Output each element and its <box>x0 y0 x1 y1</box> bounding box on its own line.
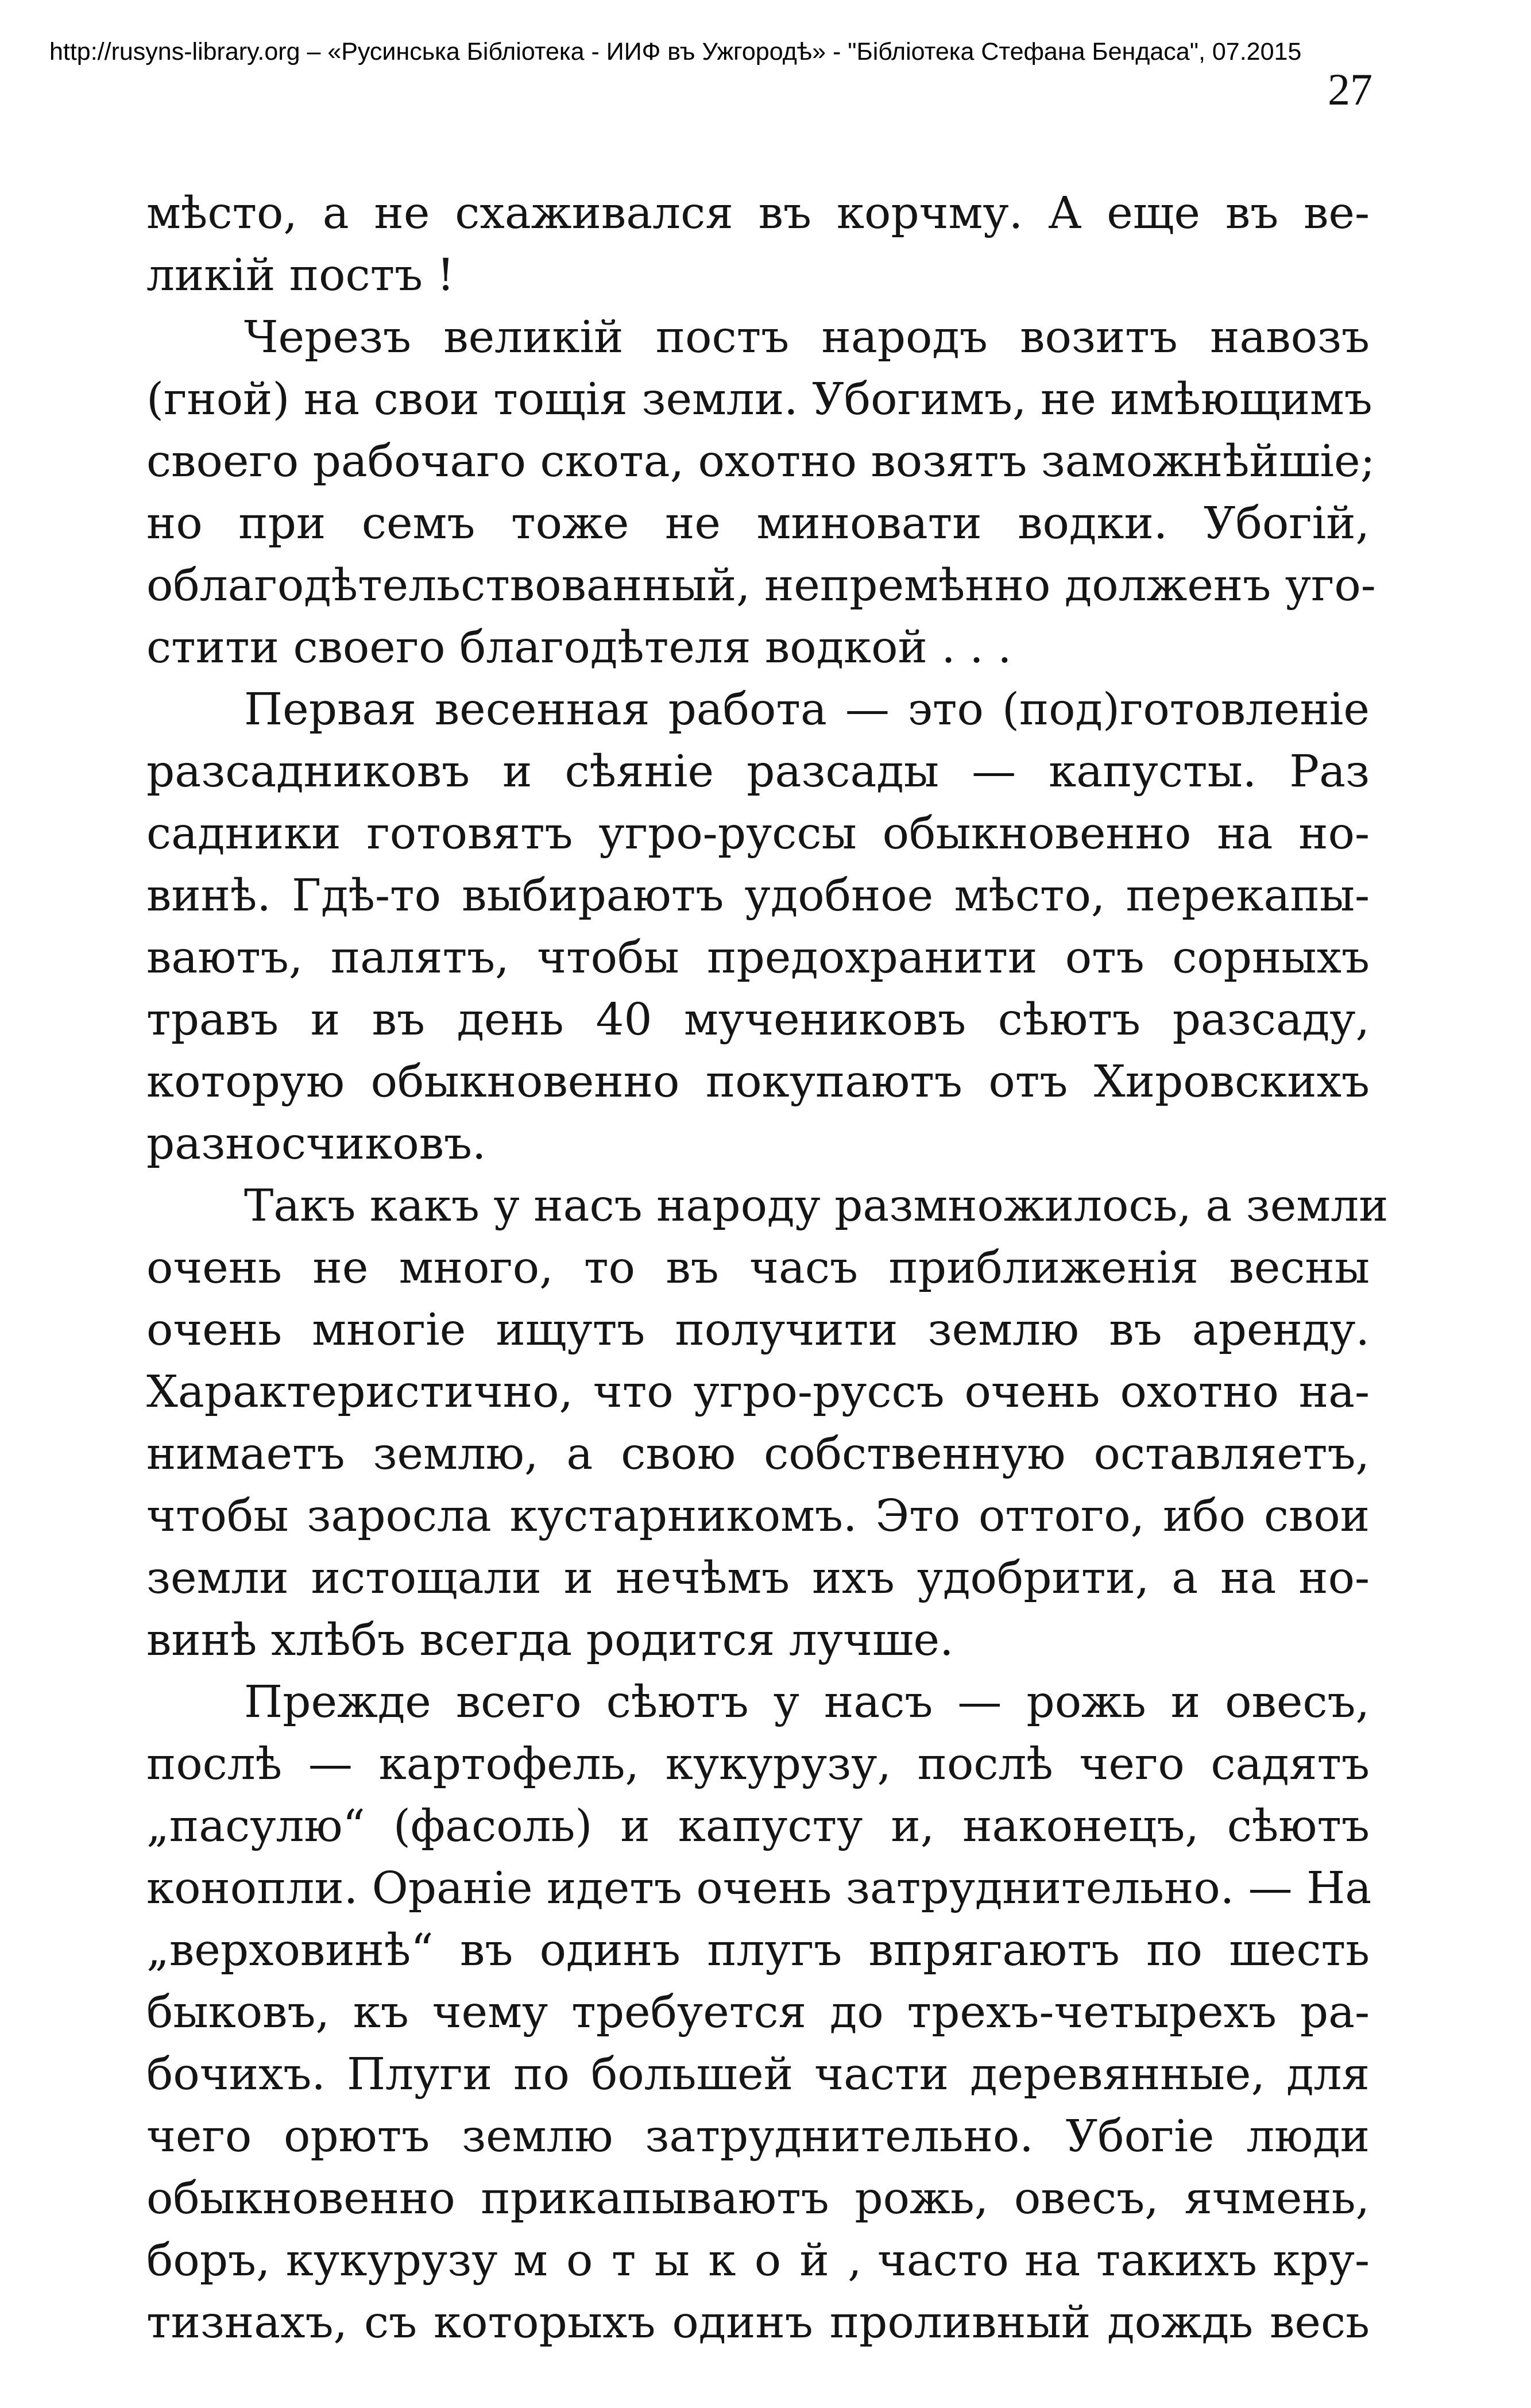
paragraph-line: земли истощали и нечѣмъ ихъ удобрити, а на но- <box>146 1553 1370 1604</box>
line-text-after-spaced-word: , часто на такихъ кру- <box>848 2235 1370 2286</box>
spaced-emphasis-word: мотыкой <box>513 2235 848 2286</box>
paragraph-line: конопли. Ораніе идетъ очень затруднительно. — На <box>146 1863 1372 1914</box>
paragraph-line: но при семъ тоже не миновати водки. Убогій, <box>146 498 1370 549</box>
paragraph-line-with-spaced-word <box>146 2230 1370 2292</box>
paragraph-line: своего рабочаго скота, охотно возятъ заможнѣйшіе; <box>146 436 1375 487</box>
paragraph-first-line: Прежде всего сѣютъ у насъ — рожь и овесъ, <box>244 1677 1370 1728</box>
paragraph-line: обыкновенно прикапываютъ рожь, овесъ, ячмень, <box>146 2173 1370 2224</box>
paragraph-first-line: Такъ какъ у насъ народу размножилось, а земли <box>244 1180 1389 1232</box>
paragraph-line: очень многіе ищутъ получити землю въ аренду. <box>146 1305 1370 1356</box>
paragraph-line: Характеристично, что угро-руссъ очень охотно на- <box>146 1367 1370 1418</box>
paragraph-line: винѣ хлѣбъ всегда родится лучше. <box>146 1615 954 1666</box>
paragraph-line: чего орютъ землю затруднительно. Убогіе люди <box>146 2111 1370 2162</box>
paragraph-line: „пасулю“ (фасоль) и капусту и, наконецъ, сѣютъ <box>146 1801 1370 1852</box>
paragraph-line: стити своего благодѣтеля водкой . . . <box>146 622 1012 673</box>
paragraph-line: тизнахъ, съ которыхъ одинъ проливный дождь весь <box>146 2297 1370 2348</box>
paragraph-line: которую обыкновенно покупаютъ отъ Хировскихъ <box>146 1056 1370 1107</box>
line-text-before-spaced-word: боръ, кукурузу <box>146 2235 513 2286</box>
paragraph-line: нимаетъ землю, а свою собственную оставляетъ, <box>146 1429 1370 1480</box>
paragraph-line: „верховинѣ“ въ одинъ плугъ впрягаютъ по шесть <box>146 1925 1370 1976</box>
paragraph-line: бочихъ. Плуги по большей части деревянные, для <box>146 2049 1370 2100</box>
paragraph-line: разсадниковъ и сѣяніе разсады — капусты. Раз <box>146 746 1370 797</box>
paragraph-line: винѣ. Гдѣ-то выбираютъ удобное мѣсто, перекапы- <box>146 870 1370 921</box>
paragraph-first-line: Черезъ великій постъ народъ возитъ навозъ <box>244 312 1370 363</box>
paragraph-first-line: Первая весенная работа — это (под)готовленіе <box>244 684 1370 735</box>
paragraph-line: садники готовятъ угро-руссы обыкновенно на но- <box>146 808 1370 859</box>
paragraph-line: мѣсто, а не схаживался въ корчму. А еще въ ве- <box>146 188 1370 239</box>
paragraph-2 <box>146 307 1376 679</box>
paragraph-3 <box>146 679 1370 1175</box>
paragraph-line: облагодѣтельствованный, непремѣнно долженъ уго- <box>146 560 1376 611</box>
paragraph-line: (гной) на свои тощія земли. Убогимъ, не имѣющимъ <box>146 374 1373 425</box>
paragraph-line: чтобы заросла кустарникомъ. Это оттого, ибо свои <box>146 1491 1370 1542</box>
paragraph-4 <box>146 1175 1389 1672</box>
paragraph-5 <box>146 1672 1370 2354</box>
source-header: http://rusyns-library.org – «Русинська Бібліотека - ИИФ въ Ужгородѣ» - "Бібліотека Стефана Бендаса", 07.2015 <box>49 38 1302 65</box>
paragraph-line: ваютъ, палятъ, чтобы предохранити отъ сорныхъ <box>146 932 1370 983</box>
paragraph-line: травъ и въ день 40 мучениковъ сѣютъ разсаду, <box>146 994 1370 1045</box>
paragraph-line: ликій постъ ! <box>146 250 455 301</box>
paragraph-line: очень не много, то въ часъ приближенія весны <box>146 1242 1370 1294</box>
paragraph-line: разносчиковъ. <box>146 1118 486 1170</box>
page-number: 27 <box>1328 64 1373 114</box>
page-text <box>146 183 1389 2354</box>
paragraph-1 <box>146 183 1370 307</box>
paragraph-line: послѣ — картофель, кукурузу, послѣ чего садятъ <box>146 1739 1370 1790</box>
paragraph-line: быковъ, къ чему требуется до трехъ-четырехъ ра- <box>146 1987 1370 2038</box>
